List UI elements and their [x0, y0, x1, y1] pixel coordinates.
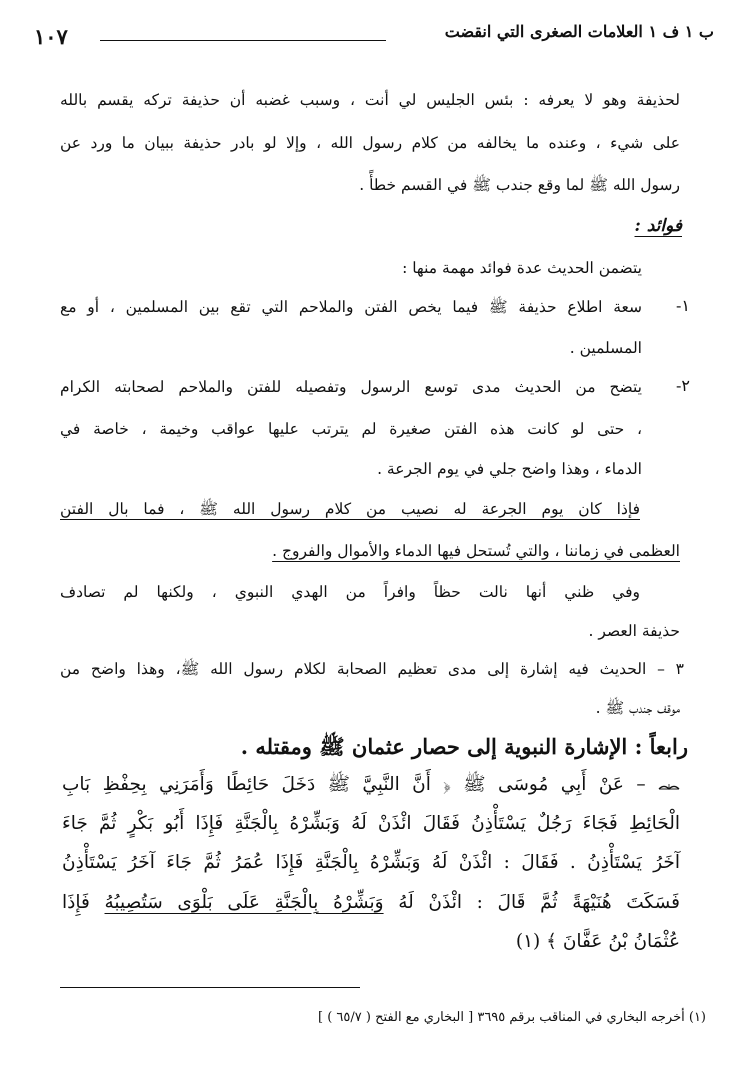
paragraph-line: وفي ظني أنها نالت حظاً وافراً من الهدي النبوي ، ولكنها لم تصادف	[60, 583, 640, 601]
footnote-rule	[60, 987, 360, 988]
point-line: ، حتى لو كانت هذه الفتن صغيرة لم يترتب عليها عواقب وخيمة ، خاصة في	[60, 420, 642, 438]
running-header-title: ب ١ ف ١ العلامات الصغرى التي انقضت	[444, 22, 714, 41]
hadith-line: الْحَائِطِ فَجَاءَ رَجُلٌ يَسْتَأْذِنُ فَقَالَ ائْذَنْ لَهُ وَبَشِّرْهُ بِالْجَنَّةِ فَإِذَا أَبُو بَكْرٍ ثُمَّ جَاءَ	[62, 813, 680, 834]
point-number: ٢-	[676, 376, 690, 395]
point-line: يتضح من الحديث مدى توسع الرسول وتفصيله للفتن والملاحم لصحابته الكرام	[60, 378, 642, 396]
hadith-underlined-text: وَبَشِّرْهُ بِالْجَنَّةِ عَلَى بَلْوَى سَتُصِيبُهُ	[104, 892, 384, 913]
paragraph-line: رسول الله ﷺ لما وقع جندب ﷺ في القسم خطأً .	[359, 176, 680, 194]
hadith-line	[62, 891, 680, 915]
paragraph-line: لحذيفة وهو لا يعرفه : بئس الجليس لي أنت ، وسبب غضبه أن حذيفة تركه يقسم بالله	[60, 91, 680, 109]
header-rule	[100, 40, 386, 41]
hadith-line: آخَرُ يَسْتَأْذِنُ . فَقَالَ : ائْذَنْ لَهُ وَبَشِّرْهُ بِالْجَنَّةِ فَإِذَا عُمَرُ ثُمَّ جَاءَ آخَرُ يَسْتَأْذِنُ	[62, 852, 680, 873]
underlined-line: العظمى في زماننا ، والتي تُستحل فيها الدماء والأموال والفروج .	[272, 542, 680, 560]
point-line: موقف جندب ﷺ .	[595, 699, 680, 717]
hadith-text: فَسَكَتَ هُنَيْهَةً ثُمَّ قَالَ : ائْذَنْ لَهُ	[383, 892, 680, 913]
paragraph-line: على شيء ، وعنده ما يخالفه من كلام رسول الله ، وإلا لو بادر حذيفة ببيان ما ورد عن	[60, 134, 680, 152]
page-number: ١٠٧	[34, 24, 68, 49]
hadith-line	[62, 773, 680, 797]
section-heading: رابعاً : الإشارة النبوية إلى حصار عثمان ﷺ ومقتله .	[240, 734, 688, 759]
book-icon	[658, 780, 680, 791]
benefits-heading: فوائد :	[634, 216, 682, 236]
point-line: المسلمين .	[569, 339, 642, 357]
benefits-intro: يتضمن الحديث عدة فوائد مهمة منها :	[402, 259, 642, 277]
paragraph-line: حذيفة العصر .	[588, 622, 680, 640]
hadith-line: عُثْمَانُ بْنُ عَفَّانَ ﴾ (١)	[515, 931, 680, 952]
hadith-text: – عَنْ أَبِي مُوسَى ﷺ ﴿ أَنَّ النَّبِيَّ ﷺ دَخَلَ حَائِطًا وَأَمَرَنِي بِحِفْظِ بَابِ	[62, 774, 646, 795]
footnote: (١) أخرجه البخاري في المناقب برقم ٣٦٩٥ [ البخاري مع الفتح ( ٦٥/٧ ) ]	[318, 1010, 706, 1025]
point-line: سعة اطلاع حذيفة ﷺ فيما يخص الفتن والملاحم التي تقع بين المسلمين ، أو مع	[60, 298, 642, 316]
point-line: الدماء ، وهذا واضح جلي في يوم الجرعة .	[377, 460, 642, 478]
hadith-text: فَإِذَا	[62, 892, 90, 913]
point-number: ١-	[676, 296, 690, 315]
point-line: ٣ – الحديث فيه إشارة إلى مدى تعظيم الصحابة لكلام رسول الله ﷺ، وهذا واضح من	[60, 660, 684, 678]
underlined-line: فإذا كان يوم الجرعة له نصيب من كلام رسول الله ﷺ ، فما بال الفتن	[60, 500, 640, 518]
